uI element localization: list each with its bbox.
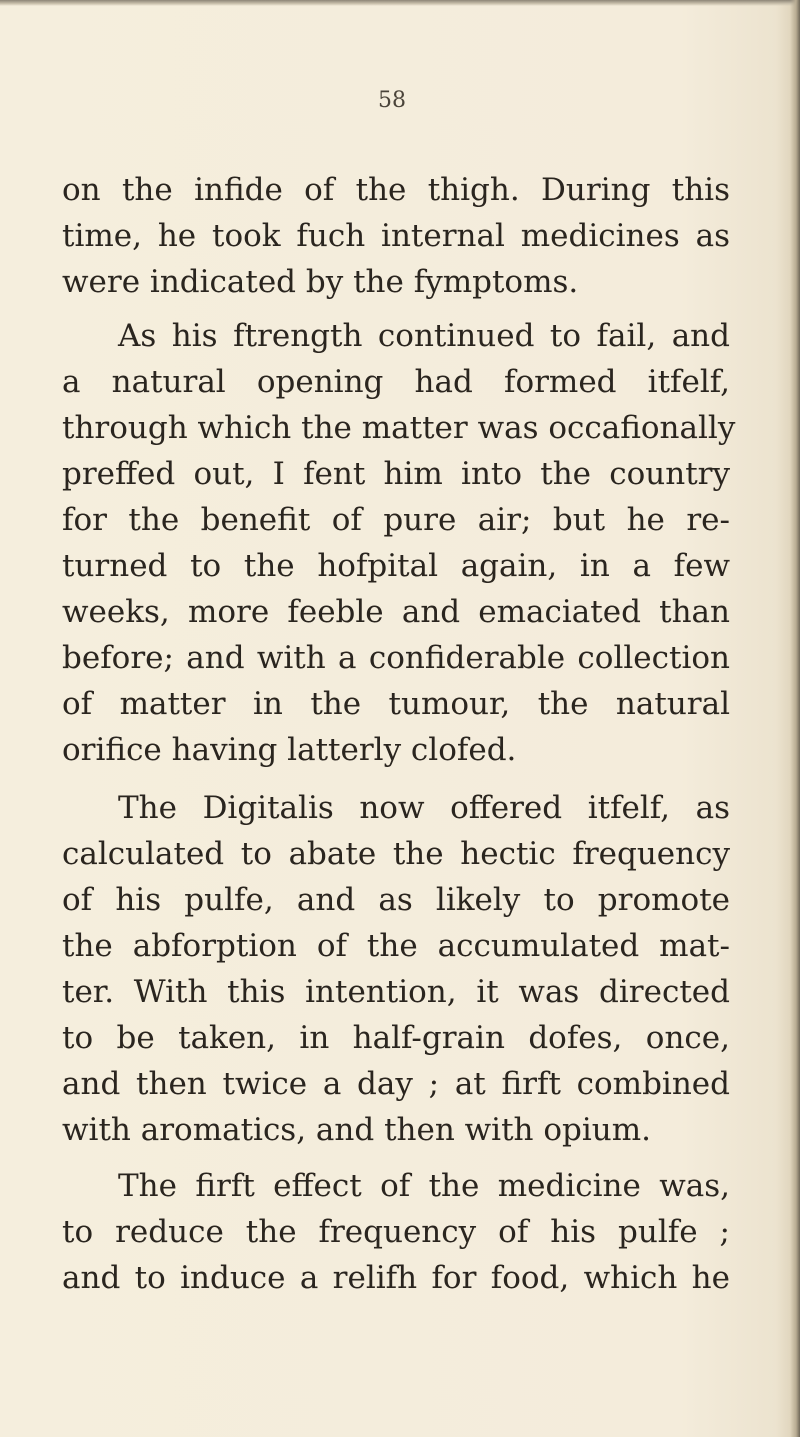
text-line: the abforption of the accumulated mat- bbox=[62, 928, 730, 964]
text-line: turned to the hofpital again, in a few bbox=[62, 548, 730, 584]
text-line: and to induce a relifh for food, which he bbox=[62, 1260, 730, 1296]
text-line: to reduce the frequency of his pulfe ; bbox=[62, 1214, 730, 1250]
text-line: calculated to abate the hectic frequency bbox=[62, 836, 730, 872]
text-line: The firft effect of the medicine was, bbox=[118, 1168, 730, 1204]
text-line: through which the matter was occafionally bbox=[62, 410, 736, 446]
text-line: and then twice a day ; at firft combined bbox=[62, 1066, 730, 1102]
text-line: a natural opening had formed itfelf, bbox=[62, 364, 730, 400]
text-line: were indicated by the fymptoms. bbox=[62, 264, 579, 300]
text-line: preffed out, I fent him into the country bbox=[62, 456, 730, 492]
text-line: to be taken, in half-grain dofes, once, bbox=[62, 1020, 730, 1056]
text-line: ter. With this intention, it was directed bbox=[62, 974, 730, 1010]
text-line: for the benefit of pure air; but he re- bbox=[62, 502, 730, 538]
text-line: The Digitalis now offered itfelf, as bbox=[118, 790, 730, 826]
page-top-edge bbox=[0, 0, 800, 6]
text-line: weeks, more feeble and emaciated than bbox=[62, 594, 730, 630]
text-line: of his pulfe, and as likely to promote bbox=[62, 882, 730, 918]
text-line: on the infide of the thigh. During this bbox=[62, 172, 730, 208]
text-line: As his ftrength continued to fail, and bbox=[118, 318, 730, 354]
text-line: before; and with a confiderable collection bbox=[62, 640, 730, 676]
text-line: of matter in the tumour, the natural bbox=[62, 686, 730, 722]
page-binding-edge bbox=[790, 0, 800, 1437]
text-line: time, he took fuch internal medicines as bbox=[62, 218, 730, 254]
text-line: orifice having latterly clofed. bbox=[62, 732, 517, 768]
text-line: with aromatics, and then with opium. bbox=[62, 1112, 652, 1148]
page-number: 58 bbox=[378, 88, 406, 113]
